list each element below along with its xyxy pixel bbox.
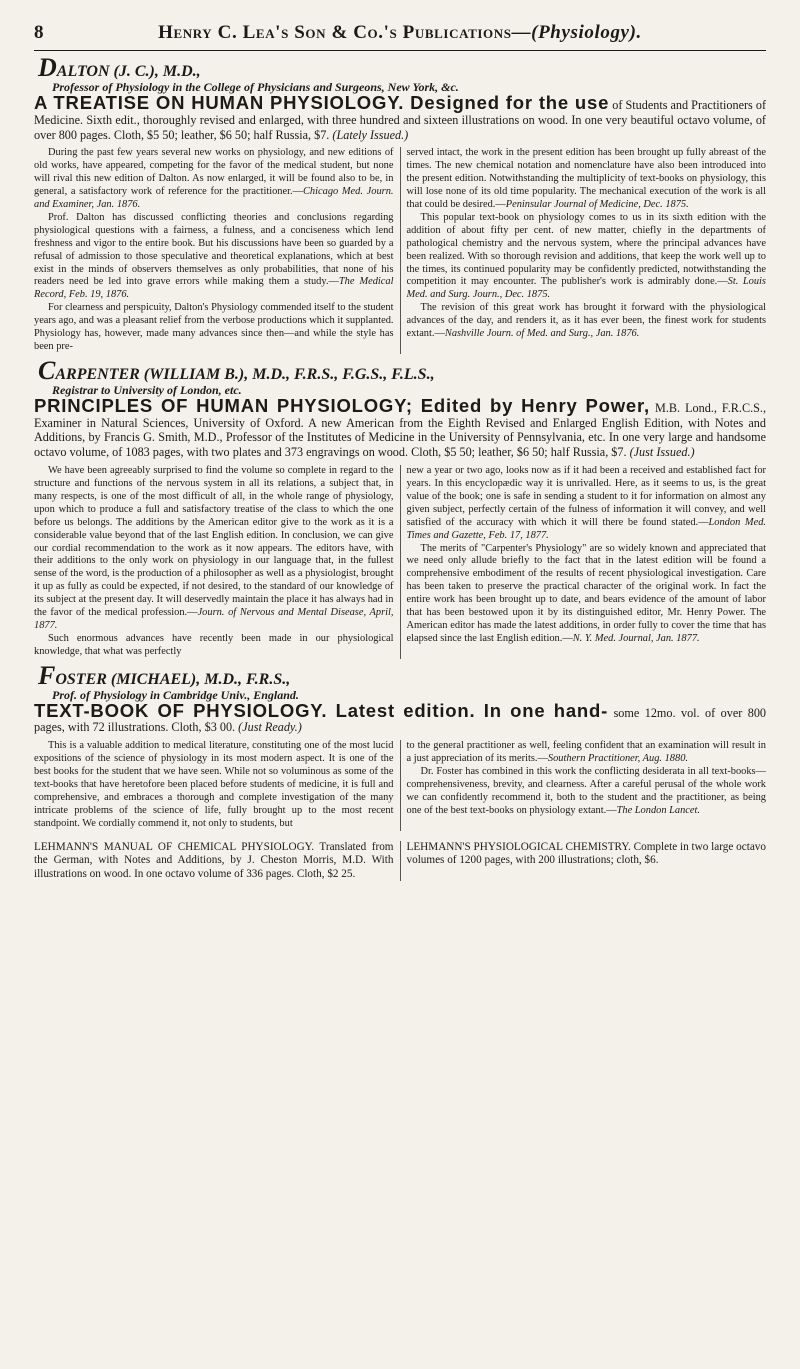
running-head xyxy=(34,22,766,51)
book-listing xyxy=(34,699,767,736)
review-paragraph xyxy=(407,147,767,212)
author-initial: D xyxy=(38,53,57,82)
author-name xyxy=(38,355,766,385)
listing-text: LEHMANN'S PHYSIOLOGICAL CHEMISTRY. Complete in two large octavo volumes of 1200 pages, with 200 illustrations; cloth, $6. xyxy=(406,840,766,867)
review-paragraph xyxy=(407,740,767,766)
book-status: (Just Ready.) xyxy=(238,720,302,735)
review-source: Nashville Journ. of Med. and Surg., Jan. 1876. xyxy=(444,328,640,340)
author-initial: F xyxy=(38,660,56,690)
book-description: some 12mo. vol. of over 800 pages, with 72 illustrations. Cloth, $3 00. xyxy=(34,705,767,735)
book-listing xyxy=(34,394,766,460)
book-description: M.B. Lond., F.R.C.S., Examiner in Natural Sciences, University of Oxford. A new American from the Eighth Revised and Enlarged English Edition, with Notes and Additions, by Francis G. Smith, M.D., Professor of the Institutes of Medicine in the University of Pennsylvania, etc. In one very large and handsome octavo volume, of 1083 pages, with two plates and 373 engravings on wood. Cloth, $5 50; leather, $6 50; half Russia, $7. xyxy=(34,400,766,460)
review-paragraph xyxy=(34,465,394,633)
author-role: Prof. of Physiology in Cambridge Univ., England. xyxy=(52,687,299,702)
review-column-right xyxy=(401,740,767,830)
review-column-left xyxy=(34,740,401,830)
running-title: Henry C. Lea's Son & Co.'s Publications—(Physiology). xyxy=(158,22,642,43)
review-text: new a year or two ago, looks now as if it had been a received and established fact for years. In this encyclopædic way it is unrivalled. Here, as it seems to us, is the great value of the book; one is safe in sending a student to it for information on almost any given subject, perfectly certain of the fulness of information it will convey, and well satisfied of the accuracy with which it will there be found stated.— xyxy=(406,465,766,528)
book-status: (Just Issued.) xyxy=(629,445,695,460)
review-column-left xyxy=(34,147,401,354)
review-paragraph xyxy=(34,212,394,302)
entries-list xyxy=(34,53,767,831)
reviews xyxy=(34,740,766,830)
review-text: to the general practitioner as well, feeling confident that an examination will result in a just appreciation of its merits.— xyxy=(406,740,766,765)
author-initial: C xyxy=(38,355,56,385)
page-number: 8 xyxy=(34,22,44,43)
section-name: (Physiology). xyxy=(531,22,642,43)
review-source: Peninsular Journal of Medicine, Dec. 1875. xyxy=(505,199,689,211)
review-source: Journ. of Nervous and Mental Disease, April, 1877. xyxy=(34,607,394,631)
review-paragraph xyxy=(34,740,394,830)
book-entry xyxy=(34,53,766,354)
review-paragraph xyxy=(407,465,767,542)
author-surname: OSTER (MICHAEL), M.D., F.R.S., xyxy=(55,670,291,688)
review-paragraph xyxy=(34,633,394,659)
review-paragraph xyxy=(34,302,394,354)
reviews xyxy=(34,147,766,354)
author-surname: ARPENTER (WILLIAM B.), M.D., F.R.S., F.G.S., F.L.S., xyxy=(55,365,435,383)
review-paragraph xyxy=(407,212,767,302)
book-listing xyxy=(34,92,766,142)
review-source: The London Lancet. xyxy=(616,804,701,816)
bottom-listing-left xyxy=(34,841,401,882)
review-source: Southern Practitioner, Aug. 1880. xyxy=(547,753,688,765)
review-text: The revision of this great work has brought it forward with the physiological advances of the day, and renders it, as it has ever been, the finest work for students extant.— xyxy=(406,302,766,340)
review-text: served intact, the work in the present edition has been brought up fully abreast of the times. The new chemical notation and nomenclature have also been introduced into the present edition. Notwithstanding the multiplicity of text-books on physiology, this will lose none of its old time popularity. The mechanical execution of the work is all that could be desired.— xyxy=(406,147,766,211)
book-description: of Students and Practitioners of Medicine. Sixth edit., thoroughly revised and enlarged, with three hundred and sixteen illustrations on wood. In one very beautiful octavo volume, of over 800 pages. Cloth, $5 50; leather, $6 50; half Russia, $7. xyxy=(34,98,766,142)
author-surname: ALTON (J. C.), M.D., xyxy=(56,63,201,80)
review-source: Chicago Med. Journ. and Examiner, Jan. 1876. xyxy=(34,186,394,211)
review-paragraph xyxy=(34,147,394,212)
review-paragraph xyxy=(407,543,767,646)
review-source: N. Y. Med. Journal, Jan. 1877. xyxy=(572,632,700,644)
review-column-right xyxy=(401,465,767,659)
reviews xyxy=(34,465,766,659)
review-text: The merits of "Carpenter's Physiology" are so widely known and appreciated that we need only allude briefly to the fact that in the latest edition will be found a comprehensive embodiment of the results of recent physiological investigation. Care has been taken to preserve the practical character of the original work. In fact the entire work has been brought up to date, and bears evidence of the amount of labor that has been bestowed upon it by its distinguished editor, Mr. Henry Power. The American editor has made the latest additions, in order fully to cover the time that has elapsed since the last English edition.— xyxy=(406,542,766,644)
review-source: London Med. Times and Gazette, Feb. 17, 1877. xyxy=(406,516,766,541)
review-text: Such enormous advances have recently been made in our physiological knowledge, that what was perfectly xyxy=(34,632,394,657)
listing-text: LEHMANN'S MANUAL OF CHEMICAL PHYSIOLOGY. Translated from the German, with Notes and Additions, by J. Cheston Morris, M.D. With illustrations on wood. In one octavo volume of 336 pages. Cloth, $2 25. xyxy=(34,840,394,880)
book-title: PRINCIPLES OF HUMAN PHYSIOLOGY; Edited by Henry Power, xyxy=(34,394,650,416)
review-text: During the past few years several new works on physiology, and new editions of old works, have appeared, competing for the favor of the medical student, but none will rival this new edition of Dalton. As now enlarged, it will be found also to be, in general, a satisfactory work of reference for the practitioner.— xyxy=(34,147,394,198)
book-entry xyxy=(34,660,767,831)
review-text: We have been agreeably surprised to find the volume so complete in regard to the structure and functions of the nervous system in all its relations, a subject that, in many respects, is one of the most difficult of all, in the whole range of physiology, upon which to produce a full and satisfactory treatise of the class to which the one before us belongs. The additions by the American editor give to the work as it is a considerable value beyond that of the last English edition. In conclusion, we can give our cordial recommendation to the work as it now appears. The editors have, with their additions to the only work on physiology in our language that, in the fullest sense of the word, is the production of a philosopher as well as a physiologist, brought it up as fully as could be expected, if not desired, to the standard of our knowledge of its subject at the present day. It will deservedly maintain the place it has always had in the favor of the medical profession.— xyxy=(34,465,394,619)
review-column-left xyxy=(34,465,401,659)
bottom-listing-right xyxy=(401,841,767,882)
review-text: Dr. Foster has combined in this work the conflicting desiderata in all text-books—comprehensiveness, brevity, and clearness. After a careful perusal of the whole work we can confidently recommend it, both to the student and the practitioner, as being one of the best text-books on physiology extant.— xyxy=(406,766,766,816)
review-paragraph xyxy=(407,302,767,341)
author-role: Registrar to University of London, etc. xyxy=(52,382,242,397)
bottom-listings xyxy=(34,841,766,882)
book-entry xyxy=(34,355,766,659)
review-text: Prof. Dalton has discussed conflicting theories and conclusions regarding physiological questions with a fairness, a fulness, and a conciseness which lend freshness and vigor to the entire book. But his discussions have been so guarded by a refusal of admission to those speculative and theoretical explanations, which at best exist in the minds of observers themselves as only probabilities, that none of his readers need be led into grave errors while making them a study.— xyxy=(34,211,394,288)
publisher-name: Henry C. Lea's Son & Co.'s Publications xyxy=(158,22,512,43)
author-name xyxy=(38,53,766,82)
book-title: A TREATISE ON HUMAN PHYSIOLOGY. Designed for the use xyxy=(34,92,610,113)
review-text: For clearness and perspicuity, Dalton's Physiology commended itself to the student years ago, and was a pleasant relief from the verbose productions which it supplanted. Physiology has, however, made many advances since then—and while the style has been pre- xyxy=(34,302,394,352)
review-text: This is a valuable addition to medical literature, constituting one of the most lucid expositions of the science of physiology in its most modern aspect. It is one of the best books for the student that we have seen. While not so voluminous as some of the text-books that have heretofore been placed before students of medicine, it is full and comprehensive, and embraces a thorough and complete investigation of the many intricate problems of the science of life, fully brought up to the most recent standpoint. We cordially commend it, not only to students, but xyxy=(34,740,394,829)
review-source: St. Louis Med. and Surg. Journ., Dec. 1875. xyxy=(406,276,766,301)
author-name xyxy=(38,660,766,690)
review-text: This popular text-book on physiology comes to us in its sixth edition with the addition of about fifty per cent. of new matter, chiefly in the departments of pathological chemistry and the nervous system, where the principal advances have been realized. With so thorough revision and additions, that keep the work well up to the times, its continued popularity may be confidently predicted, notwithstanding the competition it may encounter. The publisher's work is admirably done.— xyxy=(406,211,766,288)
book-title: TEXT-BOOK OF PHYSIOLOGY. Latest edition. In one hand- xyxy=(34,699,609,721)
review-column-right xyxy=(401,147,767,354)
book-status: (Lately Issued.) xyxy=(332,127,409,142)
review-source: The Medical Record, Feb. 19, 1876. xyxy=(34,276,394,301)
author-role: Professor of Physiology in the College of Physicians and Surgeons, New York, &c. xyxy=(52,80,459,94)
review-paragraph xyxy=(407,766,767,818)
